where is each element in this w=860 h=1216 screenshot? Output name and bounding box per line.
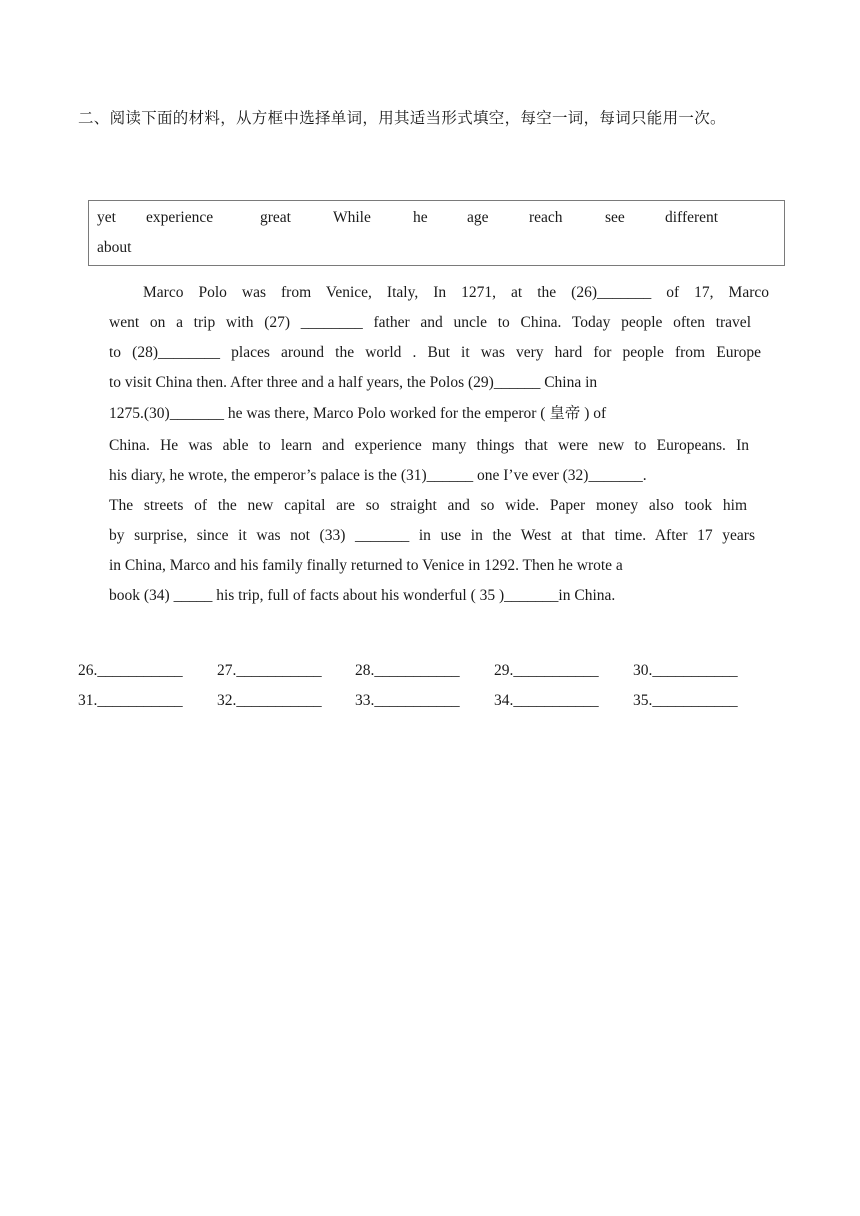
passage-line: in China, Marco and his family finally returned to Venice in 1292. Then he wrote a [109, 557, 623, 574]
answer-blank[interactable]: 30.___________ [633, 662, 738, 679]
answer-blank[interactable]: 29.___________ [494, 662, 599, 679]
passage-line: book (34) _____ his trip, full of facts about his wonderful ( 35 )_______in China. [109, 587, 616, 604]
passage-line: to visit China then. After three and a half years, the Polos (29)______ China in [109, 374, 598, 391]
word-box-item: he [413, 209, 428, 226]
word-box-item: reach [529, 209, 563, 226]
word-box-item: While [333, 209, 371, 226]
word-box [88, 200, 785, 266]
answer-blank[interactable]: 28.___________ [355, 662, 460, 679]
word-box-item: different [665, 209, 719, 226]
passage-line: China. He was able to learn and experience many things that were new to Europeans. In [109, 437, 749, 454]
passage-line: by surprise, since it was not (33) _______ in use in the West at that time. After 17 years [109, 527, 755, 544]
word-box-item: great [260, 209, 291, 226]
answer-blank[interactable]: 33.___________ [355, 692, 460, 709]
passage-line: went on a trip with (27) ________ father and uncle to China. Today people often travel [109, 314, 751, 331]
word-box-item: age [467, 209, 489, 226]
passage-line: Marco Polo was from Venice, Italy, In 1271, at the (26)_______ of 17, Marco [143, 284, 769, 301]
word-box-item: see [605, 209, 625, 226]
answer-blank[interactable]: 32.___________ [217, 692, 322, 709]
word-box-item: about [97, 239, 132, 256]
passage-line: his diary, he wrote, the emperor’s palace is the (31)______ one I’ve ever (32)_______. [109, 467, 647, 484]
passage-line: to (28)________ places around the world . But it was very hard for people from Europe [109, 344, 761, 361]
instruction-text: 二、阅读下面的材料，从方框中选择单词，用其适当形式填空，每空一词，每词只能用一次。 [78, 109, 726, 127]
answer-blank[interactable]: 26.___________ [78, 662, 183, 679]
answer-blank[interactable]: 27.___________ [217, 662, 322, 679]
passage-line: 1275.(30)_______ he was there, Marco Polo worked for the emperor ( 皇帝 ) of [109, 405, 607, 422]
word-box-item: yet [97, 209, 116, 226]
answer-blank[interactable]: 31.___________ [78, 692, 183, 709]
answer-blank[interactable]: 35.___________ [633, 692, 738, 709]
passage-line: The streets of the new capital are so straight and so wide. Paper money also took him [109, 497, 747, 514]
answer-blank[interactable]: 34.___________ [494, 692, 599, 709]
word-box-item: experience [146, 209, 214, 226]
